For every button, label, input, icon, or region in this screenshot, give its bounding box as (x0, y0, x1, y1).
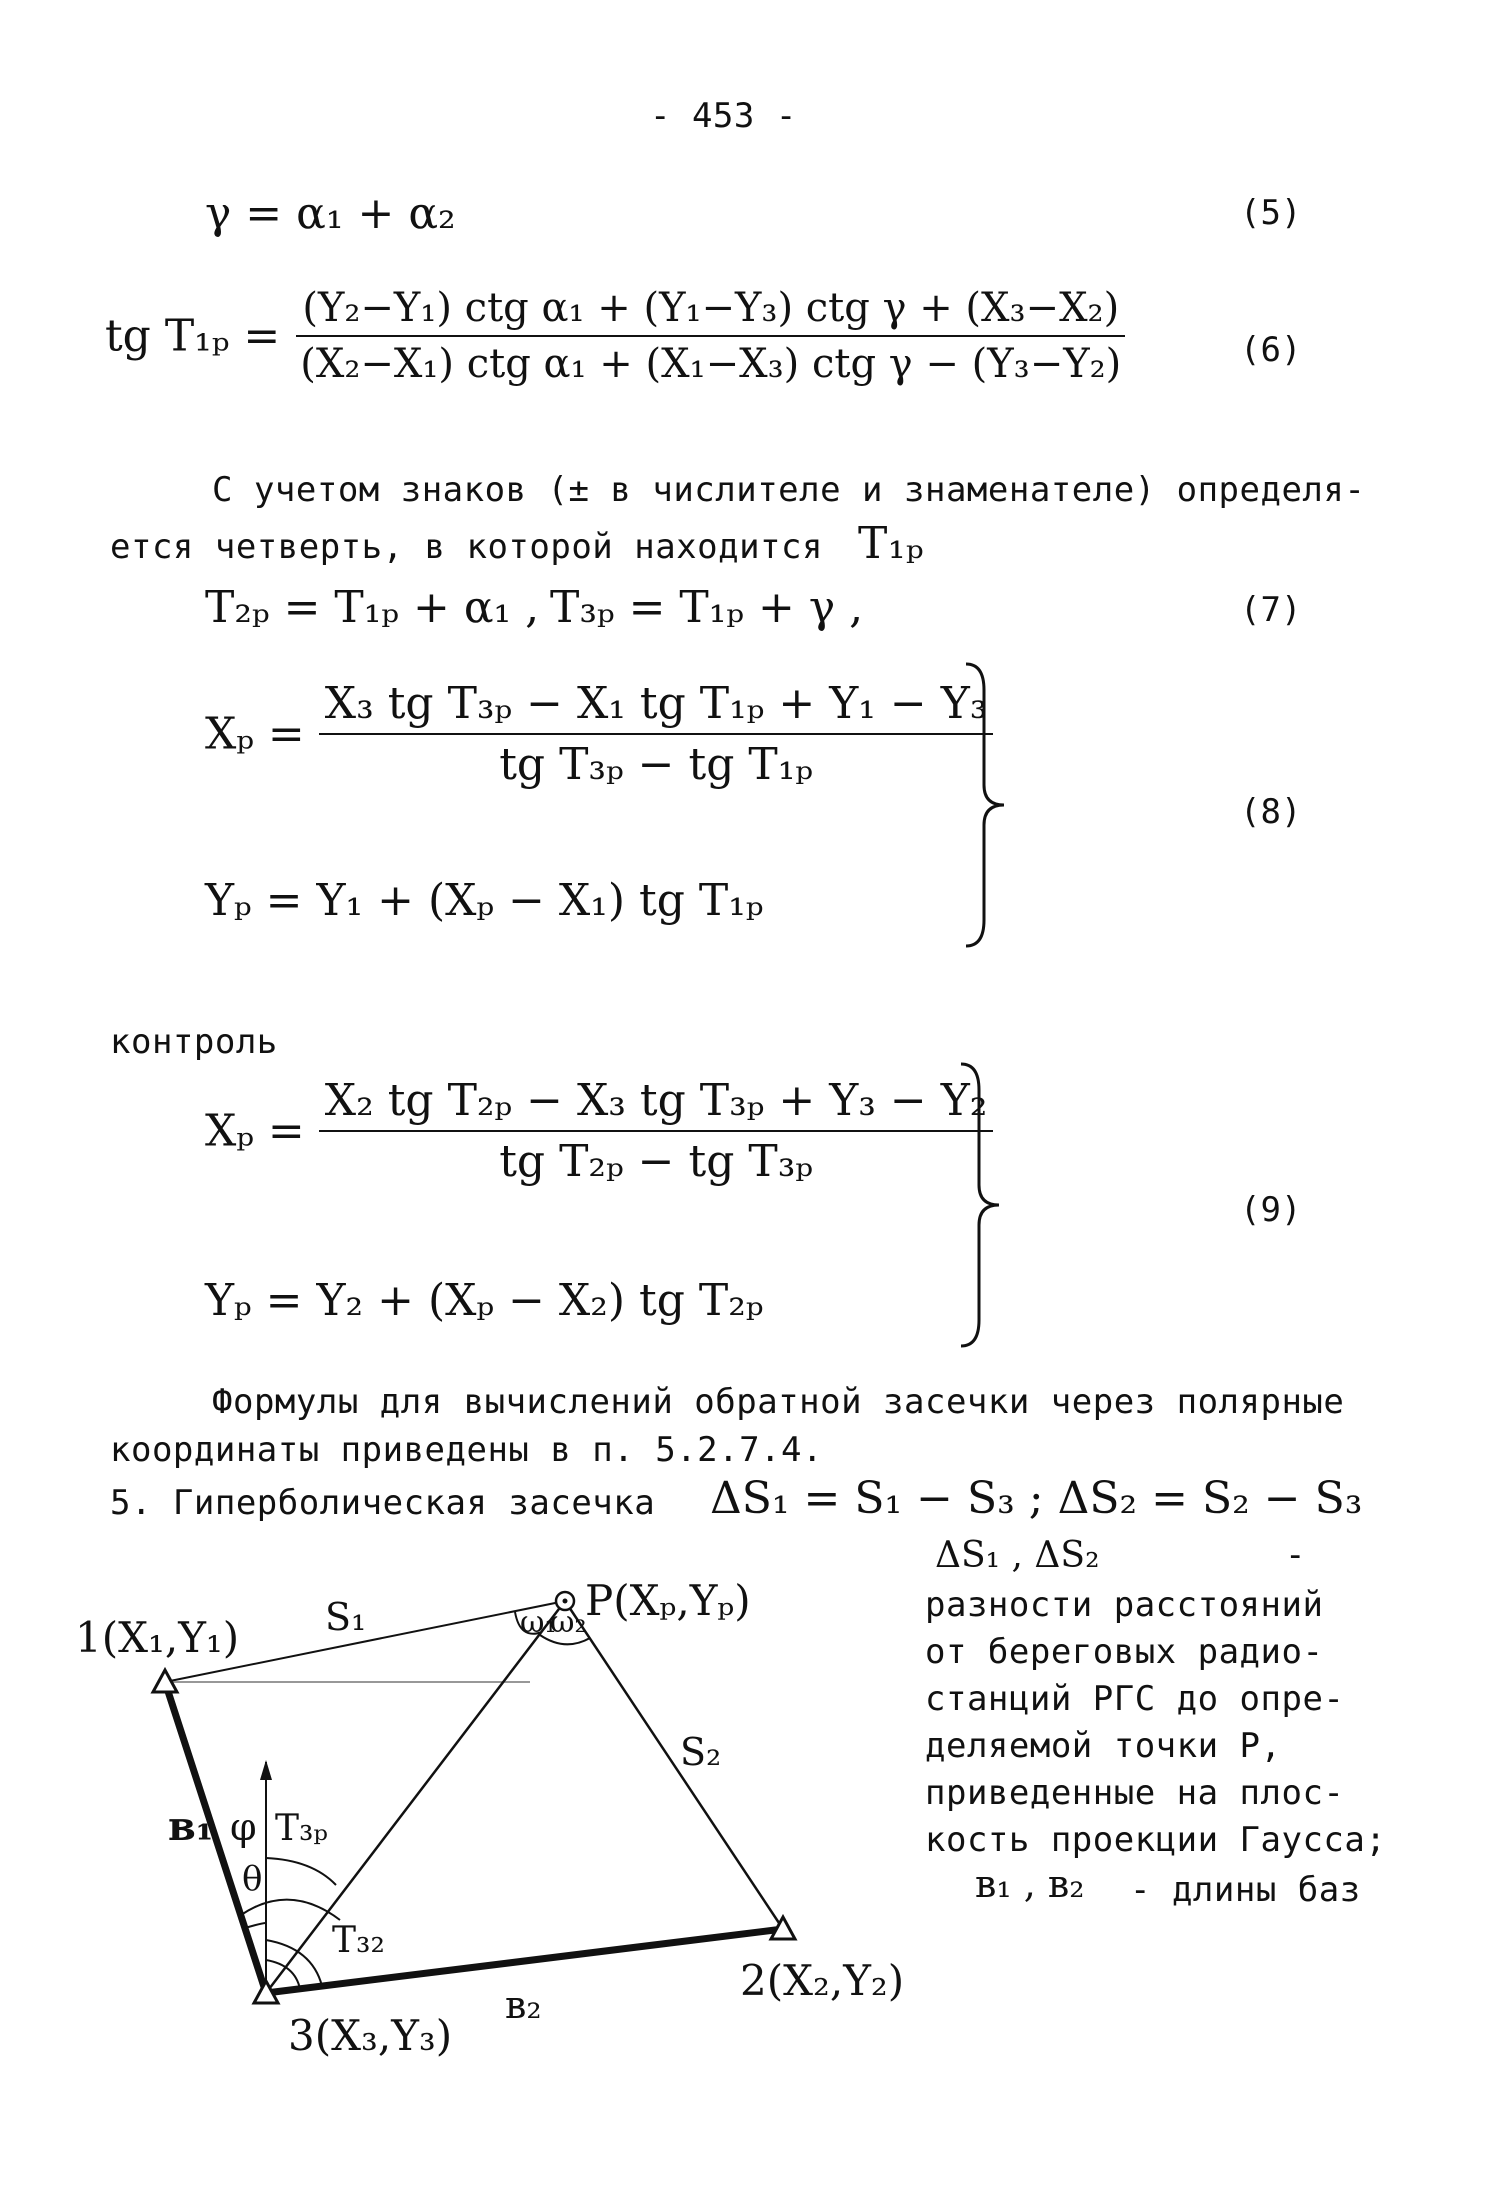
paragraph-polar-line1: Формулы для вычислений обратной засечки через полярные (212, 1382, 1345, 1422)
equation-6-number: (6) (1240, 330, 1302, 370)
hyperbolic-resection-diagram (50, 1540, 950, 2100)
label-b1: в₁ (168, 1803, 214, 1850)
side-line-2: от береговых радио- (925, 1632, 1324, 1672)
equation-6-numerator: (Y₂−Y₁) ctg α₁ + (Y₁−Y₃) ctg γ + (X₃−X₂) (296, 285, 1125, 337)
equation-6-fraction (294, 285, 1127, 387)
side-dash: - (1285, 1535, 1306, 1575)
side-line-3: станций РГС до опре- (925, 1679, 1345, 1719)
equation-9-x-lhs: Xₚ = (205, 1105, 305, 1157)
label-theta: θ (242, 1859, 263, 1899)
label-t3p: T₃ₚ (275, 1808, 328, 1849)
north-arrow-head (260, 1760, 272, 1780)
equation-9-number: (9) (1240, 1190, 1302, 1230)
label-b2: в₂ (505, 1983, 542, 2027)
equation-9-y: Yₚ = Y₂ + (Xₚ − X₂) tg T₂ₚ (205, 1275, 764, 1326)
equation-8-x-fraction (319, 678, 994, 790)
equation-8-x (205, 678, 993, 790)
side-line-5: приведенные на плос- (925, 1773, 1345, 1813)
label-pointP: P(Xₚ,Yₚ) (585, 1576, 751, 1625)
label-point1: 1(X₁,Y₁) (75, 1613, 240, 1662)
label-omega2: ω₂ (550, 1605, 587, 1640)
equation-5: γ = α₁ + α₂ (205, 188, 456, 239)
equation-6 (105, 285, 1127, 387)
paragraph-quadrant-line1: С учетом знаков (± в числителе и знаменателе) определя- (212, 470, 1366, 510)
arc-t3p (266, 1858, 336, 1885)
equation-6-lhs: tg T₁ₚ = (105, 310, 281, 362)
equation-8-number: (8) (1240, 792, 1302, 832)
side-line-6: кость проекции Гаусса; (925, 1820, 1387, 1860)
paragraph-quadrant-text: ется четверть, в которой находится (110, 527, 823, 567)
control-label: контроль (110, 1022, 278, 1062)
side-line-4: деляемой точки Р, (925, 1726, 1282, 1766)
equation-5-number: (5) (1240, 193, 1302, 233)
paragraph-quadrant-symbol: T₁ₚ (857, 518, 925, 569)
equation-8-brace (960, 660, 1010, 950)
equation-9-x-denominator: tg T₂ₚ − tg T₃ₚ (499, 1136, 813, 1187)
label-s1: S₁ (325, 1595, 367, 1639)
equation-7-number: (7) (1240, 590, 1302, 630)
section-5-heading: 5. Гиперболическая засечка (110, 1483, 656, 1523)
equation-8-y: Yₚ = Y₁ + (Xₚ − X₁) tg T₁ₚ (205, 875, 764, 926)
point-p-center (563, 1599, 568, 1604)
label-omega1: ω₁ (520, 1605, 557, 1640)
side-bases-text: - длины баз (1130, 1870, 1361, 1910)
side-line-1: разности расстояний (925, 1585, 1324, 1625)
section-5-formula: ΔS₁ = S₁ − S₃ ; ΔS₂ = S₂ − S₃ (710, 1473, 1363, 1524)
label-point3: 3(X₃,Y₃) (288, 2011, 453, 2060)
side-bases-symbols: в₁ , в₂ (975, 1862, 1085, 1906)
equation-7-part2: T₃ₚ = T₁ₚ + γ , (550, 582, 864, 633)
arc-phi (245, 1923, 266, 1928)
line-3-p (266, 1601, 565, 1993)
equation-6-denominator: (X₂−X₁) ctg α₁ + (X₁−X₃) ctg γ − (Y₃−Y₂) (300, 341, 1122, 387)
label-s2: S₂ (680, 1730, 722, 1774)
equation-9-x-fraction (319, 1075, 994, 1187)
equation-9-x (205, 1075, 993, 1187)
equation-8-x-denominator: tg T₃ₚ − tg T₁ₚ (499, 739, 813, 790)
line-s2 (565, 1601, 783, 1929)
page-number: - 453 - (650, 96, 797, 136)
equation-7-part1: T₂ₚ = T₁ₚ + α₁ , (205, 582, 540, 633)
paragraph-polar-line2: координаты приведены в п. 5.2.7.4. (110, 1430, 823, 1470)
label-phi: φ (230, 1805, 257, 1849)
equation-8-x-lhs: Xₚ = (205, 708, 305, 760)
label-t32: T₃₂ (332, 1920, 385, 1961)
paragraph-quadrant-line2 (110, 518, 924, 569)
side-delta-symbols: ΔS₁ , ΔS₂ (935, 1535, 1100, 1576)
label-point2: 2(X₂,Y₂) (740, 1956, 905, 2005)
equation-9-x-numerator: X₂ tg T₂ₚ − X₃ tg T₃ₚ + Y₃ − Y₂ (319, 1075, 994, 1132)
equation-8-x-numerator: X₃ tg T₃ₚ − X₁ tg T₁ₚ + Y₁ − Y₃ (319, 678, 994, 735)
equation-9-brace (955, 1060, 1005, 1350)
